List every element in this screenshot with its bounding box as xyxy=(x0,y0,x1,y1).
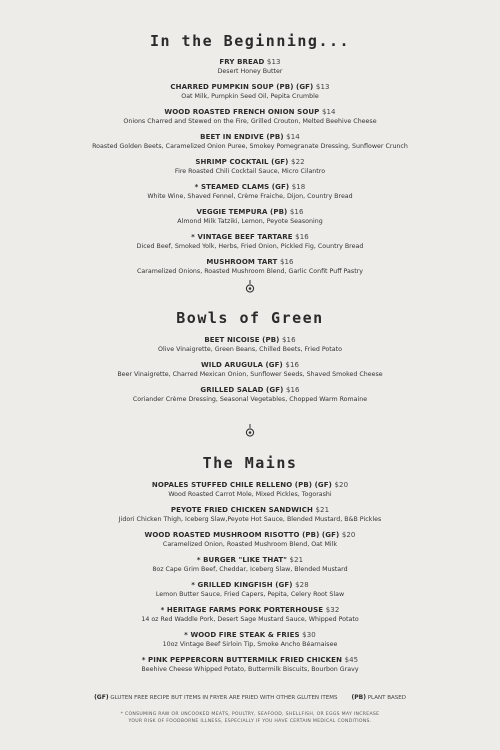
item-name: * GRILLED KINGFISH (GF) xyxy=(191,581,293,589)
item-description: Desert Honey Butter xyxy=(217,68,283,75)
item-price: $18 xyxy=(291,183,306,191)
item-name: GRILLED SALAD (GF) xyxy=(200,386,284,394)
menu-item xyxy=(0,208,500,226)
item-description: 8oz Cape Grim Beef, Cheddar, Iceberg Slaw, Blended Mustard xyxy=(152,566,348,573)
item-price: $14 xyxy=(286,133,300,141)
item-price: $22 xyxy=(291,158,305,166)
item-name: CHARRED PUMPKIN SOUP (PB) (GF) xyxy=(170,83,314,91)
menu-item xyxy=(0,506,500,524)
item-description: Lemon Butter Sauce, Fried Capers, Pepita, Celery Root Slaw xyxy=(155,591,345,598)
menu-item xyxy=(0,481,500,499)
item-name: SHRIMP COCKTAIL (GF) xyxy=(195,158,289,166)
item-name: * VINTAGE BEEF TARTARE xyxy=(191,233,293,241)
item-description: White Wine, Shaved Fennel, Crème Fraiche, Dijon, Country Bread xyxy=(147,193,353,200)
item-description: 10oz Vintage Beef Sirloin Tip, Smoke Ancho Béarnaisee xyxy=(162,641,338,648)
item-description: Diced Beef, Smoked Yolk, Herbs, Fried Onion, Pickled Fig, Country Bread xyxy=(136,243,364,250)
menu-item xyxy=(0,581,500,599)
pb-key: (PB) xyxy=(351,694,366,701)
item-price: $28 xyxy=(295,581,309,589)
item-description: Almond Milk Tatziki, Lemon, Peyote Seasoning xyxy=(177,218,323,225)
item-name: * HERITAGE FARMS PORK PORTERHOUSE xyxy=(160,606,324,614)
item-name: NOPALES STUFFED CHILE RELLENO (PB) (GF) xyxy=(151,481,332,489)
item-name: * PINK PEPPERCORN BUTTERMILK FRIED CHICKEN xyxy=(141,656,343,664)
health-warning xyxy=(0,711,500,725)
item-price: $16 xyxy=(281,336,296,344)
item-name: BEET NICOISE (PB) xyxy=(204,336,280,344)
menu-item xyxy=(0,531,500,549)
item-price: $13 xyxy=(266,58,281,66)
item-price: $20 xyxy=(341,531,356,539)
item-name: PEYOTE FRIED CHICKEN SANDWICH xyxy=(170,506,313,514)
menu-item xyxy=(0,656,500,674)
item-description: Oat Milk, Pumpkin Seed Oil, Pepita Crumble xyxy=(181,93,319,100)
item-price: $32 xyxy=(325,606,340,614)
item-price: $16 xyxy=(285,386,300,394)
warning-line: YOUR RISK OF FOODBORNE ILLNESS, ESPECIALLY IF YOU HAVE CERTAIN MEDICAL CONDITIONS. xyxy=(128,719,372,724)
item-price: $16 xyxy=(279,258,294,266)
menu-item xyxy=(0,606,500,624)
menu-item xyxy=(0,556,500,574)
item-price: $30 xyxy=(302,631,316,639)
swirl-ornament-icon xyxy=(243,423,257,437)
item-name: VEGGIE TEMPURA (PB) xyxy=(196,208,288,216)
item-price: $16 xyxy=(285,361,300,369)
section-mains xyxy=(0,454,500,681)
item-name: BEET IN ENDIVE (PB) xyxy=(200,133,284,141)
menu-item xyxy=(0,361,500,379)
item-description: 14 oz Red Waddle Pork, Desert Sage Mustard Sauce, Whipped Potato xyxy=(141,616,359,623)
item-name: FRY BREAD xyxy=(219,58,265,66)
section-title: In the Beginning... xyxy=(149,32,351,50)
pb-text: PLANT BASED xyxy=(367,695,406,701)
item-price: $16 xyxy=(289,208,304,216)
item-description: Roasted Golden Beets, Caramelized Onion Puree, Smokey Pomegranate Dressing, Sunflower Crunch xyxy=(92,143,408,150)
menu-item xyxy=(0,233,500,251)
item-description: Jidori Chicken Thigh, Iceberg Slaw,Peyote Hot Sauce, Blended Mustard, B&B Pickles xyxy=(118,516,382,523)
swirl-ornament-icon xyxy=(243,279,257,293)
gf-text: GLUTEN FREE RECIPE BUT ITEMS IN FRYER ARE FRIED WITH OTHER GLUTEN ITEMS xyxy=(110,695,338,701)
item-price: $13 xyxy=(315,83,330,91)
section-title: The Mains xyxy=(202,454,298,472)
item-name: * WOOD FIRE STEAK & FRIES xyxy=(184,631,300,639)
item-price: $21 xyxy=(289,556,304,564)
section-title: Bowls of Green xyxy=(176,309,324,327)
menu-item xyxy=(0,83,500,101)
menu-item xyxy=(0,133,500,151)
menu-item xyxy=(0,631,500,649)
item-price: $14 xyxy=(321,108,336,116)
item-name: WOOD ROASTED MUSHROOM RISOTTO (PB) (GF) xyxy=(144,531,340,539)
item-name: * STEAMED CLAMS (GF) xyxy=(194,183,290,191)
menu-item xyxy=(0,258,500,276)
item-price: $45 xyxy=(344,656,359,664)
item-price: $21 xyxy=(315,506,330,514)
menu-item xyxy=(0,336,500,354)
item-description: Caramelized Onions, Roasted Mushroom Blend, Garlic Confit Puff Pastry xyxy=(137,268,363,275)
menu-item xyxy=(0,386,500,404)
item-description: Olive Vinaigrette, Green Beans, Chilled Beets, Fried Potato xyxy=(158,346,342,353)
legend-footnote xyxy=(0,694,500,701)
menu-item xyxy=(0,58,500,76)
warning-line: * CONSUMING RAW OR UNCOOKED MEATS, POULTRY, SEAFOOD, SHELLFISH, OR EGGS MAY INCREASE xyxy=(120,712,380,717)
item-price: $20 xyxy=(334,481,349,489)
item-price: $16 xyxy=(295,233,309,241)
item-description: Fire Roasted Chili Cocktail Sauce, Micro Cilantro xyxy=(174,168,326,175)
item-description: Beer Vinaigrette, Charred Mexican Onion, Sunflower Seeds, Shaved Smoked Cheese xyxy=(117,371,383,378)
menu-item xyxy=(0,183,500,201)
section-appetizers xyxy=(0,32,500,283)
item-name: * BURGER "LIKE THAT" xyxy=(196,556,287,564)
menu-item xyxy=(0,108,500,126)
item-description: Coriander Crème Dressing, Seasonal Vegetables, Chopped Warm Romaine xyxy=(132,396,368,403)
item-description: Beehive Cheese Whipped Potato, Buttermilk Biscuits, Bourbon Gravy xyxy=(141,666,359,673)
menu-item xyxy=(0,158,500,176)
item-name: WILD ARUGULA (GF) xyxy=(200,361,283,369)
item-description: Onions Charred and Stewed on the Fire, Grilled Crouton, Melted Beehive Cheese xyxy=(123,118,377,125)
item-description: Caramelized Onion, Roasted Mushroom Blend, Oat Milk xyxy=(162,541,338,548)
item-name: WOOD ROASTED FRENCH ONION SOUP xyxy=(164,108,320,116)
item-name: MUSHROOM TART xyxy=(206,258,278,266)
section-salads xyxy=(0,309,500,411)
item-description: Wood Roasted Carrot Mole, Mixed Pickles, Togorashi xyxy=(168,491,332,498)
gf-key: (GF) xyxy=(94,694,109,701)
